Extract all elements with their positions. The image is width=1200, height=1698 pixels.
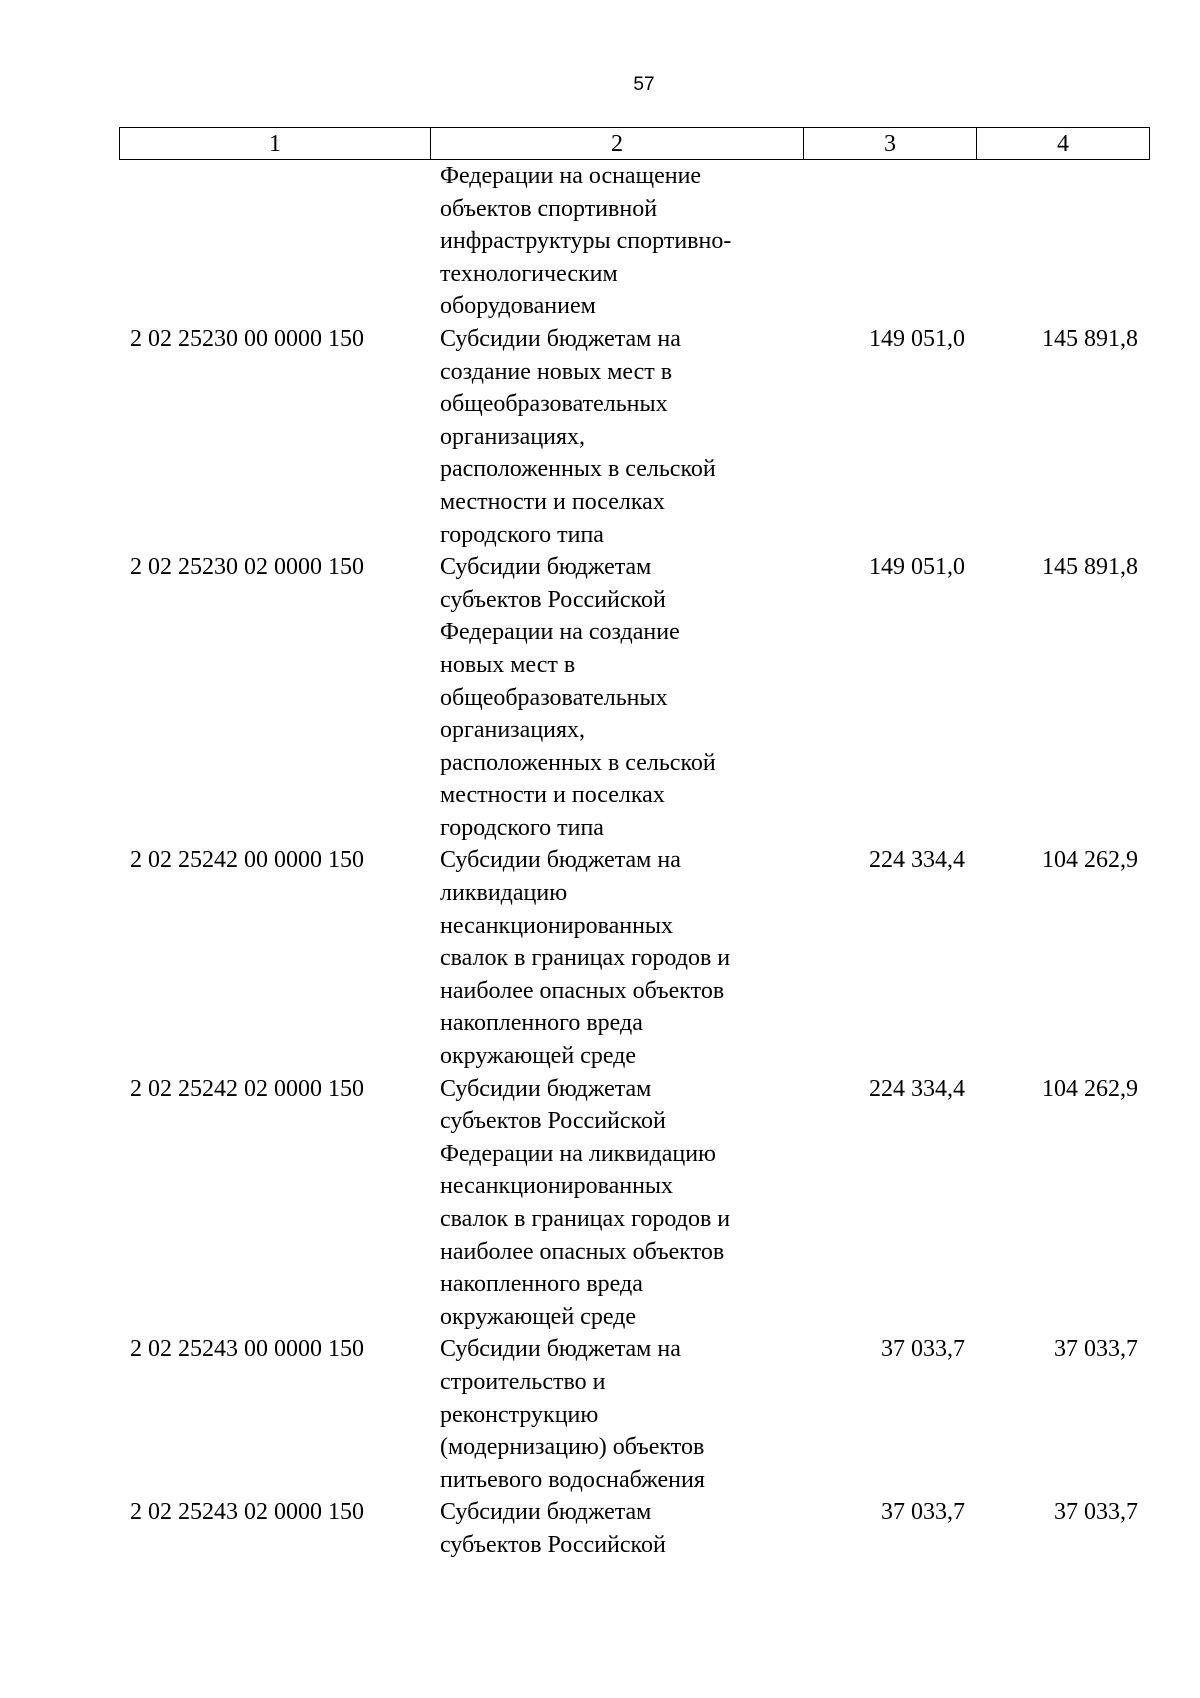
table-row (119, 1496, 1149, 1561)
budget-code: 2 02 25230 00 0000 150 (130, 325, 364, 352)
description-line: Субсидии бюджетам (440, 554, 652, 581)
description-line: объектов спортивной (440, 195, 658, 222)
income-description (430, 1073, 803, 1334)
description-line: свалок в границах городов и (440, 1206, 731, 1232)
description-line: Федерации на ликвидацию (440, 1140, 716, 1167)
description-line: создание новых мест в (440, 358, 673, 385)
table-body (119, 160, 1149, 1562)
description-line: Субсидии бюджетам (440, 1075, 652, 1102)
description-line: субъектов Российской (440, 1531, 666, 1558)
amount-col-3: 224 334,4 (869, 1075, 965, 1102)
description-line: питьевого водоснабжения (440, 1466, 705, 1493)
description-line: Субсидии бюджетам на (440, 325, 681, 352)
budget-code: 2 02 25243 02 0000 150 (130, 1499, 364, 1526)
amount-col-4: 37 033,7 (1054, 1499, 1138, 1526)
budget-code: 2 02 25242 02 0000 150 (130, 1075, 364, 1102)
description-line: ликвидацию (440, 880, 568, 907)
amount-col-4: 145 891,8 (1042, 554, 1138, 581)
table-row (119, 844, 1149, 1072)
description-line: окружающей среде (440, 1043, 637, 1070)
description-line: технологическим (440, 260, 618, 287)
description-line: новых мест в (440, 651, 576, 678)
budget-code: 2 02 25243 00 0000 150 (130, 1336, 364, 1363)
description-line: строительство и (440, 1368, 606, 1395)
description-line: свалок в границах городов и (440, 945, 731, 972)
table-row (119, 323, 1149, 551)
description-line: Федерации на создание (440, 619, 680, 646)
description-line: общеобразовательных (440, 684, 668, 711)
income-description (430, 551, 803, 844)
description-line: Субсидии бюджетам (440, 1499, 652, 1526)
income-description (430, 1333, 803, 1496)
description-line: городского типа (440, 814, 604, 841)
description-line: (модернизацию) объектов (440, 1434, 705, 1461)
description-line: субъектов Российской (440, 1108, 666, 1135)
description-line: Федерации на оснащение (440, 163, 702, 189)
header-col-2: 2 (431, 128, 804, 160)
table-row (119, 1333, 1149, 1496)
description-line: оборудованием (440, 293, 596, 320)
table-row (119, 551, 1149, 844)
description-line: несанкционированных (440, 1173, 674, 1200)
budget-code: 2 02 25242 00 0000 150 (130, 847, 364, 874)
description-line: инфраструктуры спортивно- (440, 228, 732, 255)
description-line: расположенных в сельской (440, 749, 716, 776)
description-line: местности и поселках (440, 782, 665, 809)
description-line: реконструкцию (440, 1401, 599, 1428)
table-row (119, 1073, 1149, 1334)
income-description (430, 844, 803, 1072)
amount-col-3: 149 051,0 (869, 325, 965, 352)
income-description (430, 160, 803, 323)
page-number: 57 (633, 74, 655, 95)
budget-code: 2 02 25230 02 0000 150 (130, 554, 364, 581)
header-col-1: 1 (120, 128, 431, 160)
amount-col-3: 37 033,7 (881, 1499, 965, 1526)
description-line: наиболее опасных объектов (440, 977, 725, 1004)
income-description (430, 323, 803, 551)
amount-col-4: 145 891,8 (1042, 325, 1138, 352)
header-col-4: 4 (977, 128, 1150, 160)
description-line: городского типа (440, 521, 604, 548)
table-row (119, 160, 1149, 323)
description-line: Субсидии бюджетам на (440, 1336, 681, 1363)
description-line: накопленного вреда (440, 1010, 643, 1037)
amount-col-3: 224 334,4 (869, 847, 965, 874)
description-line: общеобразовательных (440, 391, 668, 418)
amount-col-4: 37 033,7 (1054, 1336, 1138, 1363)
description-line: накопленного вреда (440, 1271, 643, 1298)
description-line: расположенных в сельской (440, 456, 716, 483)
description-line: организациях, (440, 717, 586, 744)
description-line: наиболее опасных объектов (440, 1238, 725, 1265)
header-col-3: 3 (804, 128, 977, 160)
amount-col-4: 104 262,9 (1042, 1075, 1138, 1102)
table-header (119, 127, 1150, 160)
description-line: окружающей среде (440, 1303, 637, 1330)
description-line: местности и поселках (440, 488, 665, 515)
description-line: организациях, (440, 423, 586, 450)
header-row (120, 128, 1150, 160)
income-description (430, 1496, 803, 1561)
description-line: несанкционированных (440, 912, 674, 939)
amount-col-4: 104 262,9 (1042, 847, 1138, 874)
description-line: Субсидии бюджетам на (440, 847, 681, 874)
amount-col-3: 37 033,7 (881, 1336, 965, 1363)
amount-col-3: 149 051,0 (869, 554, 965, 581)
description-line: субъектов Российской (440, 586, 666, 613)
